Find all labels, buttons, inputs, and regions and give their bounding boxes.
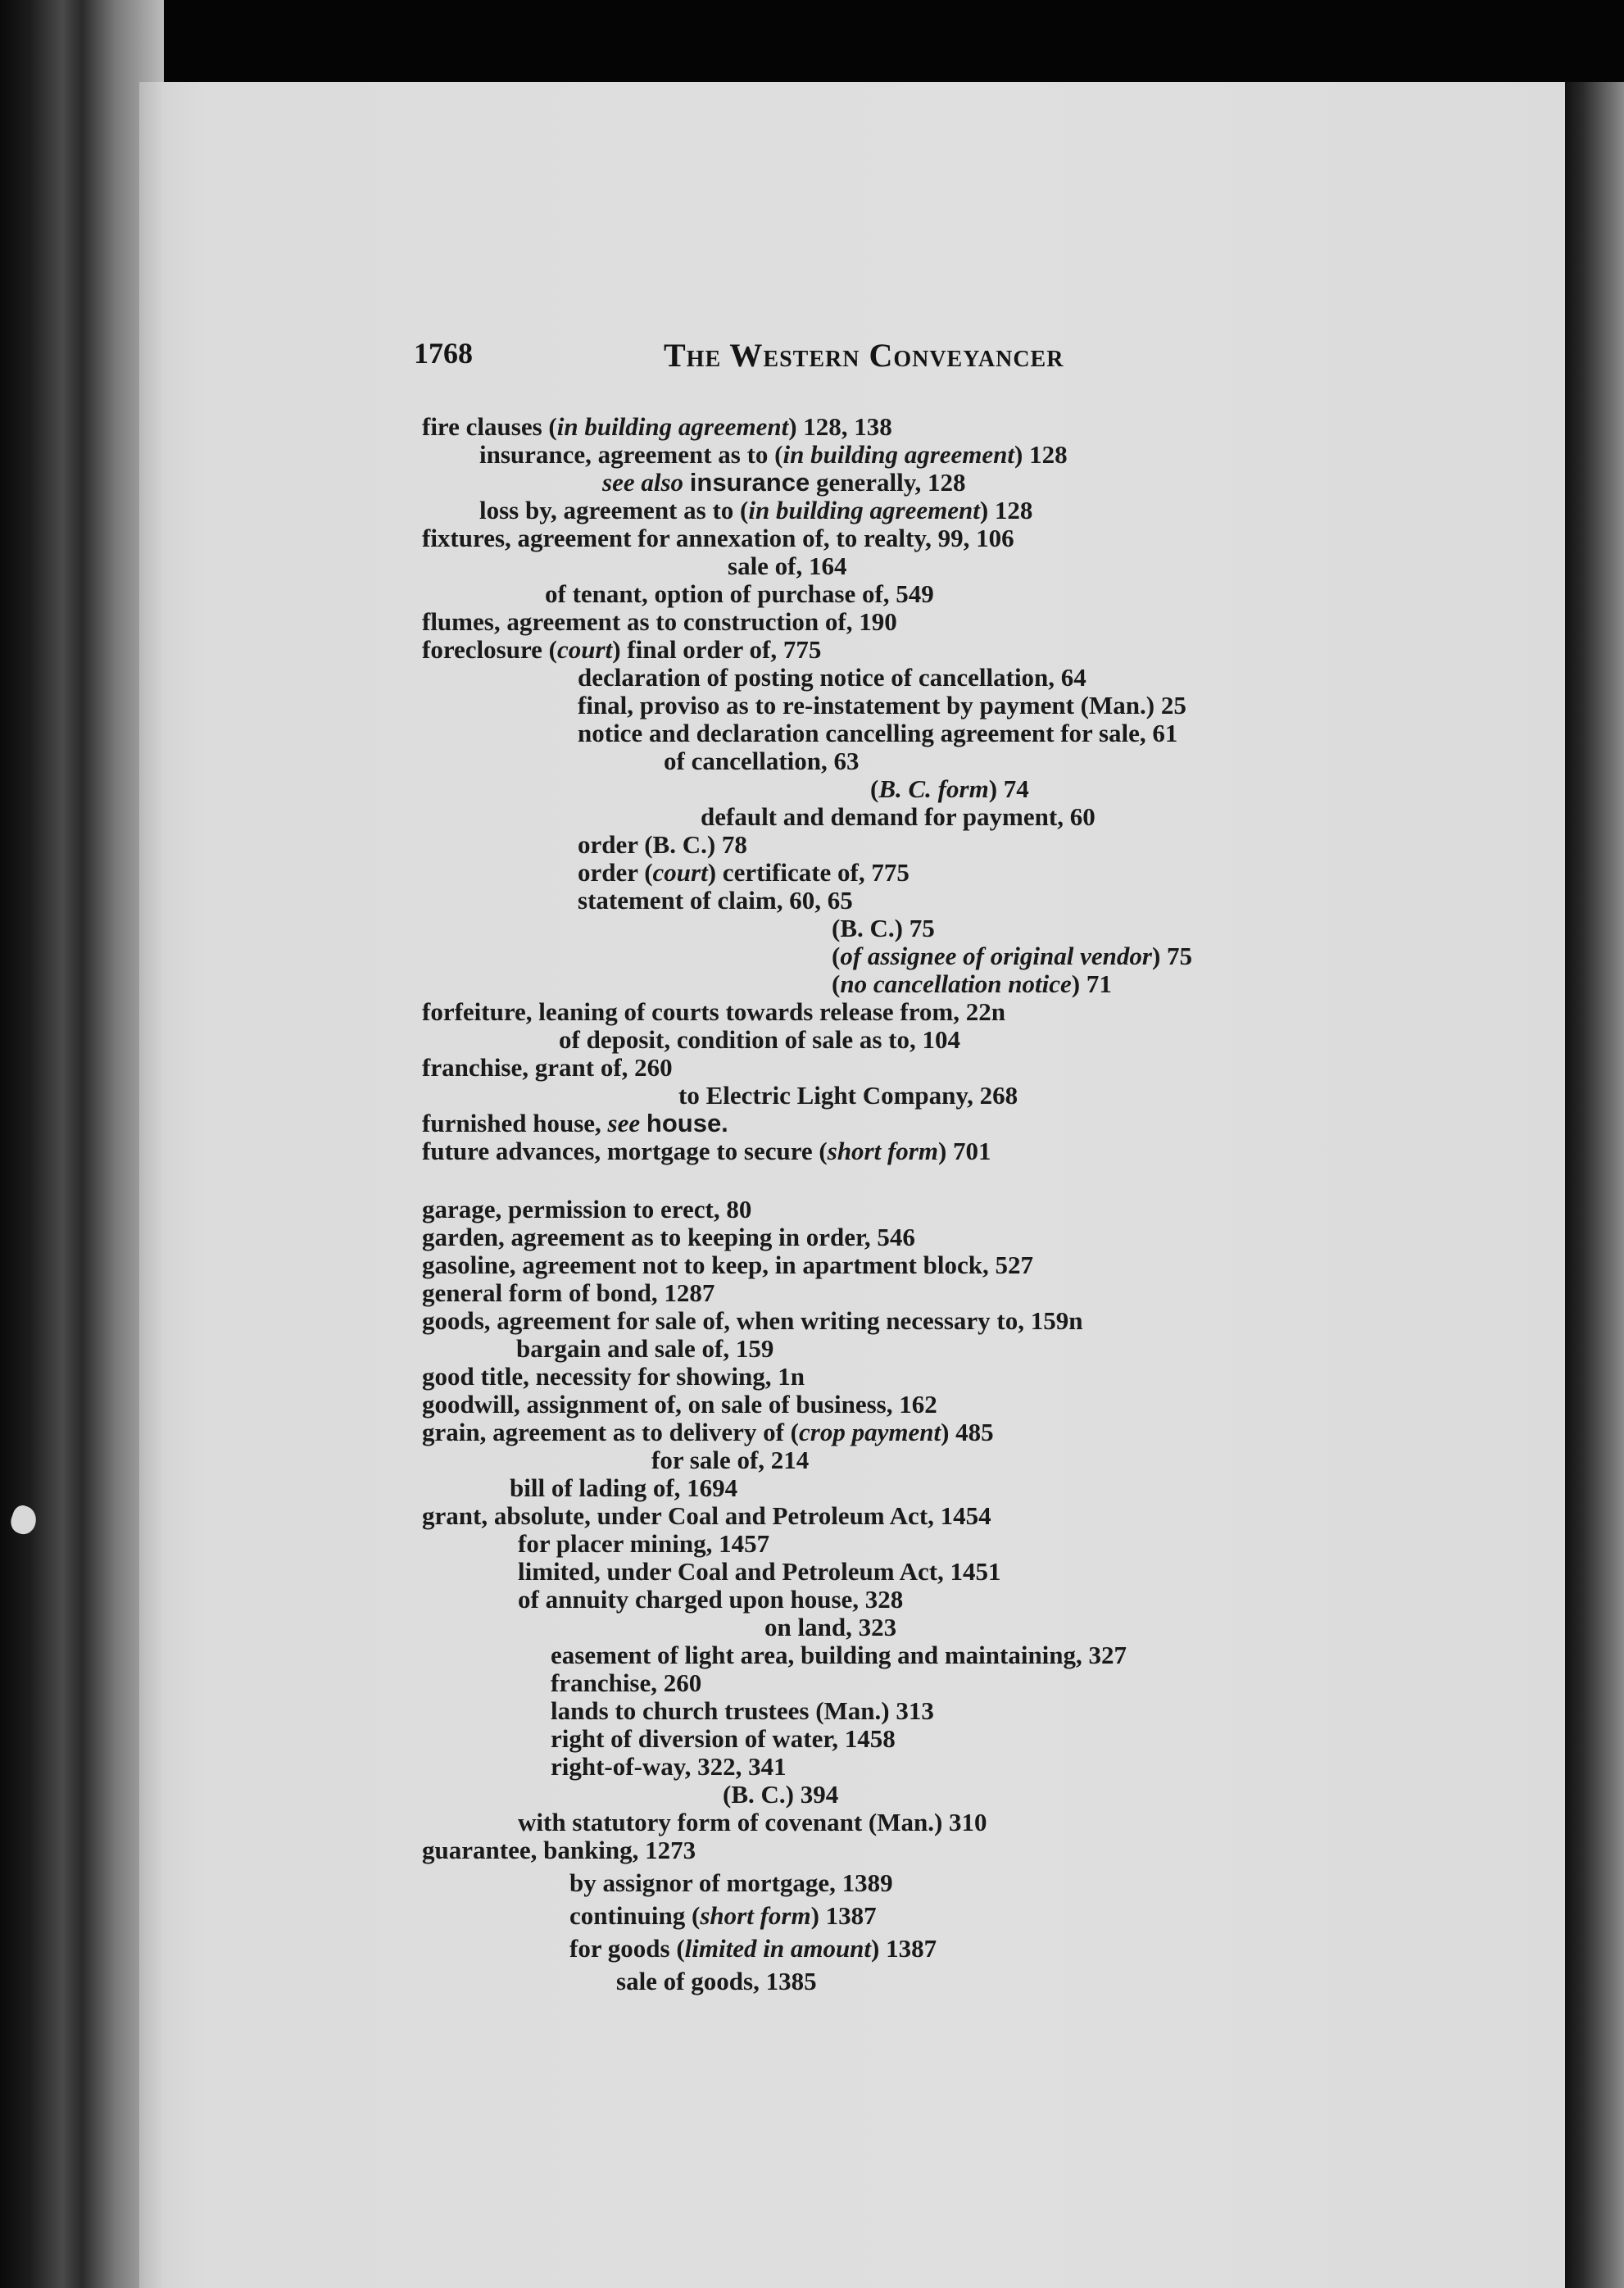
index-entry-text: ) 1387 [810, 1901, 877, 1930]
index-entry [728, 553, 847, 579]
index-entry-text: by assignor of mortgage, 1389 [569, 1868, 893, 1897]
index-entry-text: sale of, 164 [728, 552, 847, 580]
index-entry-text: notice and declaration cancelling agreement for sale, 61 [578, 719, 1178, 747]
index-entry-text: loss by, agreement as to ( [479, 496, 749, 524]
index-entry [559, 1027, 960, 1052]
index-entry [422, 1391, 937, 1417]
index-entry-text: on land, 323 [764, 1613, 897, 1641]
index-entry-text: general form of bond, 1287 [422, 1278, 715, 1307]
index-entry-italic-text: crop payment [799, 1418, 941, 1446]
index-entry-text: (B. C.) 75 [832, 914, 935, 942]
index-entry-italic-text: see [607, 1109, 641, 1137]
index-entry [518, 1587, 903, 1612]
index-entry-italic-text: B. C. form [878, 774, 989, 803]
index-entry-text: fire clauses ( [422, 412, 557, 441]
index-entry [578, 832, 747, 857]
index-entry-text: to Electric Light Company, 268 [678, 1081, 1018, 1110]
index-entry [422, 1252, 1033, 1278]
index-entry-italic-text: in building agreement [748, 496, 980, 524]
index-entry [832, 971, 1112, 996]
index-entry [664, 748, 860, 774]
index-entry-text: gasoline, agreement not to keep, in apartment block, 527 [422, 1251, 1033, 1279]
index-entry-text: insurance, agreement as to ( [479, 440, 783, 469]
index-entry [569, 1936, 937, 1961]
index-entry-text: garden, agreement as to keeping in order, 546 [422, 1223, 915, 1251]
index-entry [578, 860, 910, 885]
index-entry [422, 525, 1014, 551]
index-entry-text: for goods ( [569, 1934, 685, 1963]
index-entry-text: goods, agreement for sale of, when writing necessary to, 159n [422, 1306, 1083, 1335]
index-entry-text: good title, necessity for showing, 1n [422, 1362, 805, 1391]
index-entry [578, 888, 853, 913]
index-entry-text: bargain and sale of, 159 [516, 1334, 774, 1363]
index-entry-text: ) final order of, 775 [612, 635, 822, 664]
index-entry-text: ) 128 [979, 496, 1033, 524]
index-entry-text: sale of goods, 1385 [616, 1967, 817, 1995]
index-entry-text: ) 128, 138 [788, 412, 892, 441]
index-entry [422, 1055, 673, 1080]
index-entry-text: for sale of, 214 [651, 1446, 810, 1474]
index-entry-text: ) 485 [941, 1418, 994, 1446]
index-entry-italic-text: no cancellation notice [840, 969, 1072, 998]
index-entry-text: fixtures, agreement for annexation of, to realty, 99, 106 [422, 524, 1014, 552]
index-entry [422, 637, 821, 662]
index-entry-italic-text: court [652, 858, 708, 887]
index-entry-text: guarantee, banking, 1273 [422, 1836, 696, 1864]
index-entry-text: ) 71 [1071, 969, 1112, 998]
index-entry-text: with statutory form of covenant (Man.) 310 [518, 1808, 987, 1836]
index-entry-text: franchise, grant of, 260 [422, 1053, 673, 1082]
index-entry [518, 1809, 987, 1835]
index-entry-italic-text: in building agreement [783, 440, 1014, 469]
index-entry-italic-text: in building agreement [556, 412, 789, 441]
index-entry-italic-text: short form [700, 1901, 811, 1930]
index-entry-text: ( [832, 969, 841, 998]
index-entry [422, 1837, 696, 1863]
index-entry [422, 414, 892, 439]
index-entry-text: generally, 128 [810, 468, 966, 497]
index-entry [545, 581, 934, 606]
index-entry-text: of deposit, condition of sale as to, 104 [559, 1025, 960, 1054]
index-entry [422, 1224, 915, 1250]
index-entry-text: ) 74 [988, 774, 1029, 803]
index-entry-text: garage, permission to erect, 80 [422, 1195, 752, 1223]
index-entry-text: ) certificate of, 775 [707, 858, 910, 887]
index-entry-text: future advances, mortgage to secure ( [422, 1137, 828, 1165]
index-entry-text [640, 1109, 646, 1137]
index-entry-text: easement of light area, building and maintaining, 327 [551, 1641, 1127, 1669]
index-entry-text: flumes, agreement as to construction of, 190 [422, 607, 897, 636]
index-entry [551, 1670, 701, 1696]
index-entry-text: limited, under Coal and Petroleum Act, 1451 [518, 1557, 1001, 1586]
index-entry-text: default and demand for payment, 60 [701, 802, 1096, 831]
index-entry [479, 442, 1068, 467]
index-entry [518, 1559, 1001, 1584]
index-entry [578, 692, 1186, 718]
running-title: The Western Conveyancer [664, 337, 1064, 374]
index-entry-text: ( [832, 942, 841, 970]
index-entry-text: ( [870, 774, 879, 803]
index-entry-text: of annuity charged upon house, 328 [518, 1585, 904, 1614]
index-entry [651, 1447, 809, 1473]
index-entry [764, 1614, 896, 1640]
index-entry-text: grant, absolute, under Coal and Petroleum Act, 1454 [422, 1501, 991, 1530]
index-entry [422, 1503, 991, 1528]
index-entry [422, 1419, 994, 1445]
index-entry [578, 720, 1177, 746]
index-entry [422, 1196, 751, 1222]
index-entry [422, 609, 897, 634]
index-entry-italic-text: short form [827, 1137, 938, 1165]
index-entry-text: order (B. C.) 78 [578, 830, 747, 859]
index-entry-text: foreclosure ( [422, 635, 557, 664]
index-entry-text: ) 128 [1014, 440, 1068, 469]
index-entry-text: of tenant, option of purchase of, 549 [545, 579, 934, 608]
index-entry [518, 1531, 769, 1556]
page-number: 1768 [414, 337, 473, 370]
index-entry [551, 1642, 1127, 1668]
facing-page-edge [1565, 82, 1624, 2288]
index-entry [551, 1726, 896, 1751]
index-entry-text: right-of-way, 322, 341 [551, 1752, 787, 1781]
index-entry-text: bill of lading of, 1694 [510, 1473, 738, 1502]
index-entry [551, 1754, 787, 1779]
index-entry [422, 999, 1005, 1024]
index-entry-text: ) 701 [937, 1137, 991, 1165]
index-entry [422, 1138, 991, 1164]
index-entry-text: lands to church trustees (Man.) 313 [551, 1696, 934, 1725]
index-entry [723, 1782, 838, 1807]
index-entry [422, 1280, 714, 1305]
index-entry-text: (B. C.) 394 [723, 1780, 839, 1809]
index-entry [870, 776, 1029, 801]
index-entry-text: final, proviso as to re-instatement by payment (Man.) 25 [578, 691, 1186, 720]
index-entry [551, 1698, 934, 1723]
index-entry-italic-text: see also [602, 468, 684, 497]
index-entry [422, 1364, 805, 1389]
index-entry-text: declaration of posting notice of cancellation, 64 [578, 663, 1086, 692]
index-entry-italic-text: limited in amount [684, 1934, 872, 1963]
index-entry-italic-text: court [557, 635, 613, 664]
index-entry-text: of cancellation, 63 [664, 747, 860, 775]
index-entry-text: ) 1387 [871, 1934, 937, 1963]
index-entry-italic-text: of assignee of original vendor [840, 942, 1152, 970]
index-entry [516, 1336, 773, 1361]
index-entry-text: furnished house, [422, 1109, 608, 1137]
index-entry-text: insurance [689, 468, 810, 497]
index-entry [479, 497, 1032, 523]
index-entry-text: ) 75 [1151, 942, 1193, 970]
index-entry [510, 1475, 737, 1500]
index-entry-text: house. [646, 1109, 728, 1137]
index-entry-text: order ( [578, 858, 653, 887]
index-entry [578, 665, 1086, 690]
index-entry-text: statement of claim, 60, 65 [578, 886, 853, 915]
index-entry-text: for placer mining, 1457 [518, 1529, 770, 1558]
index-entry [832, 943, 1192, 969]
index-entry [569, 1870, 893, 1895]
index-entry [678, 1083, 1018, 1108]
index-entry-text: right of diversion of water, 1458 [551, 1724, 896, 1753]
index-entry [701, 804, 1096, 829]
index-entry [422, 1110, 728, 1136]
index-entry-text: franchise, 260 [551, 1668, 702, 1697]
index-entry [616, 1968, 817, 1994]
index-entry-text: continuing ( [569, 1901, 701, 1930]
index-entry [602, 470, 966, 495]
index-entry [422, 1308, 1082, 1333]
index-entry-text: forfeiture, leaning of courts towards release from, 22n [422, 997, 1006, 1026]
index-entry [832, 915, 935, 941]
index-entry-text [683, 468, 690, 497]
index-entry-text: goodwill, assignment of, on sale of business, 162 [422, 1390, 937, 1419]
index-entry [569, 1903, 877, 1928]
index-entry-text: grain, agreement as to delivery of ( [422, 1418, 800, 1446]
